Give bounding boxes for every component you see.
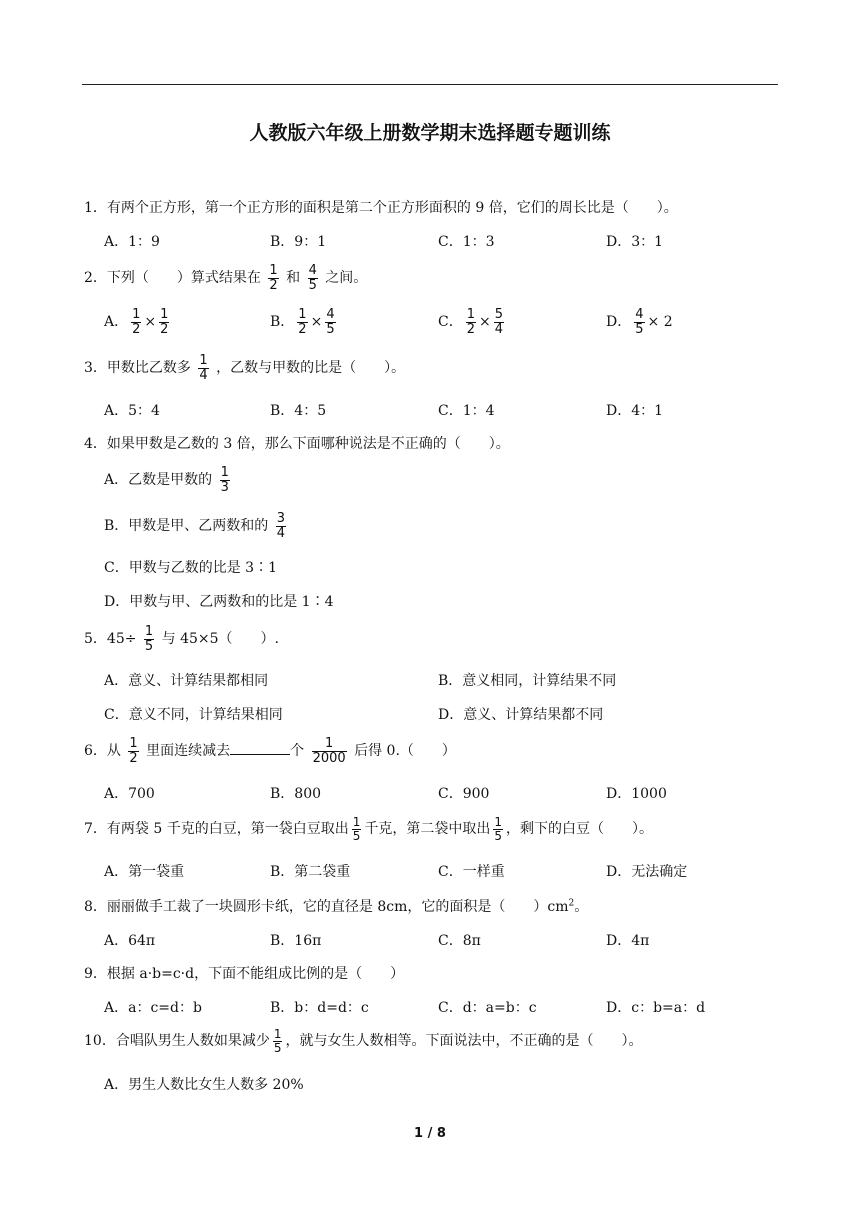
q8-option-d: D．4π (606, 933, 650, 949)
fraction: $\frac{1}{4}$ (199, 353, 208, 383)
q8-option-c: C．8π (438, 933, 481, 949)
q8-option-a: A．64π (104, 933, 156, 949)
fraction: $\frac{1}{5}$ (494, 815, 502, 843)
q3-option-b: B．4：5 (270, 403, 327, 419)
q8-option-b: B．16π (270, 933, 322, 949)
q2-option-a: A． $\frac{1}{2}$ × $\frac{1}{2}$ (104, 307, 169, 337)
question-9: 9．根据 a·b=c·d，下面不能组成比例的是（ ） (84, 966, 405, 982)
question-1: 1．有两个正方形，第一个正方形的面积是第二个正方形面积的 9 倍，它们的周长比是（ ）。 (84, 200, 678, 216)
q9-option-d: D．c：b=a：d (606, 1000, 706, 1016)
q1-option-a: A．1：9 (104, 234, 160, 250)
question-2: 2．下列（ ）算式结果在 $\frac{1}{2}$ 和 $\frac{4}{5}$ 之间。 (84, 263, 368, 293)
q2-option-d: D． $\frac{4}{5}$ × 2 (606, 307, 673, 337)
q7-option-a: A．第一袋重 (104, 864, 185, 880)
question-10: 10．合唱队男生人数如果减少 $\frac{1}{5}$ ，就与女生人数相等。下面说法中，不正确的是（ ）。 (84, 1027, 643, 1055)
q1-option-d: D．3：1 (606, 234, 664, 250)
q5-option-c: C．意义不同，计算结果相同 (104, 707, 283, 723)
answer-blank (230, 740, 290, 755)
q6-option-c: C．900 (438, 786, 490, 802)
q3-option-a: A．5：4 (104, 403, 160, 419)
fraction: $\frac{1}{5}$ (273, 1027, 282, 1055)
question-8: 8．丽丽做手工裁了一块圆形卡纸，它的直径是 8cm，它的面积是（ ）$cm^2$。 (84, 898, 589, 915)
fraction: $\frac{1}{5}$ (144, 624, 154, 654)
q7-option-c: C．一样重 (438, 864, 505, 880)
fraction: $\frac{1}{2000}$ (312, 736, 346, 766)
q7-option-d: D．无法确定 (606, 864, 688, 880)
fraction: $\frac{4}{5}$ (308, 263, 317, 293)
fraction: $\frac{1}{2}$ (129, 736, 138, 766)
q3-option-d: D．4：1 (606, 403, 664, 419)
q9-option-a: A．a：c=d：b (104, 1000, 202, 1016)
q10-option-a: A．男生人数比女生人数多 20% (104, 1077, 304, 1093)
q1-option-b: B．9：1 (270, 234, 327, 250)
header-rule (82, 84, 778, 85)
q2-option-b: B． $\frac{1}{2}$ × $\frac{4}{5}$ (270, 307, 335, 337)
fraction: $\frac{1}{5}$ (352, 815, 361, 843)
q1-option-c: C．1：3 (438, 234, 495, 250)
q5-option-d: D．意义、计算结果都不同 (438, 707, 604, 723)
page-indicator: 1 / 8 (414, 1126, 446, 1141)
q2-option-c: C． $\frac{1}{2}$ × $\frac{5}{4}$ (438, 307, 504, 337)
q6-option-d: D．1000 (606, 786, 667, 802)
q5-option-a: A．意义、计算结果都相同 (104, 673, 269, 689)
q9-option-b: B．b：d=d：c (270, 1000, 369, 1016)
q4-option-d: D．甲数与甲、乙两数和的比是 1∶4 (104, 594, 334, 610)
q4-option-b: B．甲数是甲、乙两数和的 $\frac{3}{4}$ (104, 511, 286, 541)
q5-option-b: B．意义相同，计算结果不同 (438, 673, 617, 689)
fraction: $\frac{1}{2}$ (269, 263, 278, 293)
q9-option-c: C．d：a=b：c (438, 1000, 537, 1016)
question-3: 3．甲数比乙数多 $\frac{1}{4}$ ，乙数与甲数的比是（ ）。 (84, 353, 406, 383)
q3-option-c: C．1：4 (438, 403, 495, 419)
q7-option-b: B．第二袋重 (270, 864, 351, 880)
question-7: 7．有两袋 5 千克的白豆，第一袋白豆取出 $\frac{1}{5}$ 千克，第二袋中取出 $\frac{1}{5}$ ，剩下的白豆（ ）。 (84, 815, 653, 843)
q4-option-a: A．乙数是甲数的 $\frac{1}{3}$ (104, 465, 229, 495)
page-title: 人教版六年级上册数学期末选择题专题训练 (249, 122, 611, 144)
q6-option-a: A．700 (104, 786, 155, 802)
question-4: 4．如果甲数是乙数的 3 倍，那么下面哪种说法是不正确的（ ）。 (84, 436, 510, 452)
q6-option-b: B．800 (270, 786, 322, 802)
q4-option-c: C．甲数与乙数的比是 3∶1 (104, 560, 277, 576)
question-6: 6．从 $\frac{1}{2}$ 里面连续减去 个 $\frac{1}{2000}$ 后得 0.（ ） (84, 736, 456, 766)
question-5: 5．45÷ $\frac{1}{5}$ 与 45×5（ ）. (84, 624, 279, 654)
